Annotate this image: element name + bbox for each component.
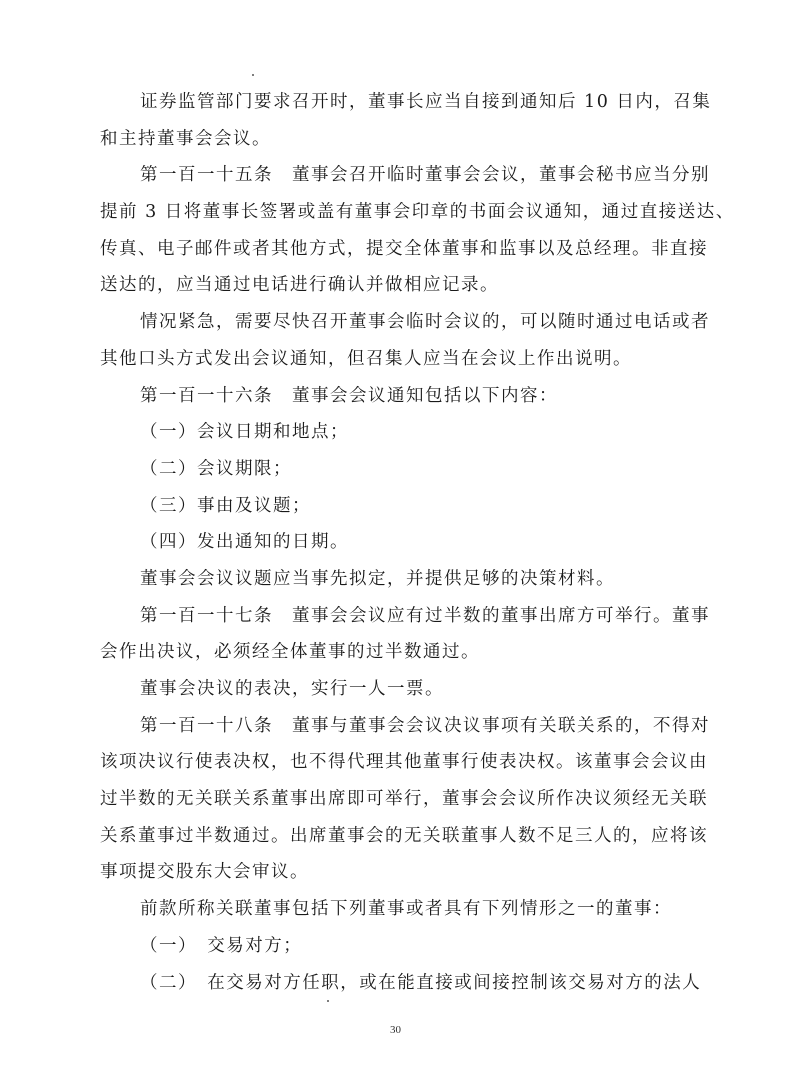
paragraph-line: 事项提交股东大会审议。 (100, 862, 309, 883)
paragraph-line: 传真、电子邮件或者其他方式，提交全体董事和监事以及总经理。非直接 (100, 238, 708, 259)
paragraph-line: 会作出决议，必须经全体董事的过半数通过。 (100, 642, 480, 663)
paragraph-line: 其他口头方式发出会议通知，但召集人应当在会议上作出说明。 (100, 348, 632, 369)
list-item: （三）事由及议题； (140, 495, 311, 516)
paragraph-line: 送达的，应当通过电话进行确认并做相应记录。 (100, 275, 499, 296)
paragraph-line: 过半数的无关联关系董事出席即可举行，董事会会议所作决议须经无关联 (100, 789, 708, 810)
paragraph-line: 该项决议行使表决权，也不得代理其他董事行使表决权。该董事会会议由 (100, 752, 708, 773)
paragraph-line: 董事会会议议题应当事先拟定，并提供足够的决策材料。 (140, 568, 615, 589)
list-item: （一）会议日期和地点； (140, 422, 349, 443)
paragraph-line: 提前 3 日将董事长签署或盖有董事会印章的书面会议通知，通过直接送达、 (100, 202, 735, 223)
list-item: （一） 交易对方； (140, 935, 303, 956)
paragraph-line: 证券监管部门要求召开时，董事长应当自接到通知后 10 日内，召集 (140, 92, 712, 112)
page-number: 30 (390, 1024, 401, 1036)
article-118-line: 第一百一十八条 董事与董事会会议决议事项有关联关系的，不得对 (140, 715, 710, 736)
list-item: （二）会议期限； (140, 458, 292, 479)
paragraph-line: 和主持董事会会议。 (100, 128, 271, 149)
article-117-line: 第一百一十七条 董事会会议应有过半数的董事出席方可举行。董事 (140, 605, 710, 626)
article-116-line: 第一百一十六条 董事会会议通知包括以下内容： (140, 385, 558, 406)
paragraph-line: 关系董事过半数通过。出席董事会的无关联董事人数不足三人的，应将该 (100, 825, 708, 846)
scan-speck (252, 74, 254, 76)
document-body (100, 84, 735, 1001)
paragraph-line: 董事会决议的表决，实行一人一票。 (140, 679, 444, 699)
list-item: （四）发出通知的日期。 (140, 532, 349, 553)
article-115-line: 第一百一十五条 董事会召开临时董事会会议，董事会秘书应当分别 (140, 165, 710, 186)
paragraph-line: 情况紧急，需要尽快召开董事会临时会议的，可以随时通过电话或者 (140, 312, 710, 333)
list-item: （二） 在交易对方任职，或在能直接或间接控制该交易对方的法人 (140, 972, 702, 993)
paragraph-line: 前款所称关联董事包括下列董事或者具有下列情形之一的董事： (140, 899, 672, 920)
